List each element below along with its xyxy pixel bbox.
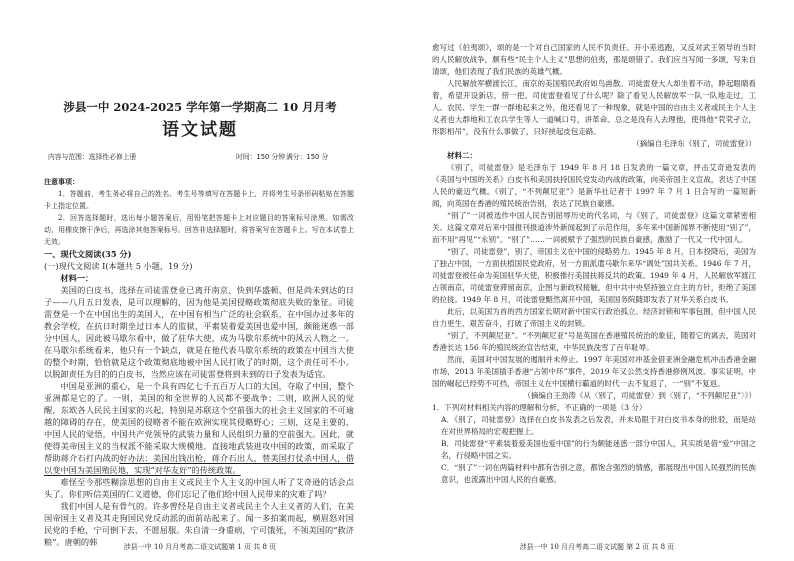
section-subtitle: (一)现代文阅读 I(本题共 5 小题，19 分): [44, 261, 193, 271]
exam-page-2: [397, 0, 794, 561]
material-1-source: （摘编自毛泽东《别了，司徒雷登》）: [632, 139, 756, 148]
exam-scope: 内容与范围：选择性必修上册: [48, 153, 137, 161]
exam-meta: [48, 152, 348, 162]
material-1-label: 材料一：: [60, 273, 94, 283]
material-2-paragraph-5: “别了，不列颠尼亚”。“不列颠尼亚”号是英国在香港殖民统治的象征，随着它的离去，英国对香港长达 156 年的殖民统治宣告结束，中华民族洗雪了百年耻辱。: [432, 331, 756, 352]
school-title: 涉县一中 2024-2025 学年第一学期高二 10 月月考: [63, 100, 337, 114]
exam-full-score: 满分：150 分: [286, 153, 329, 161]
page-2-footer: 涉县一中 10 月月考高二语文试题 第 2 页 共 8 页: [519, 543, 675, 551]
material-1-paragraph-1: 美国的白皮书，选择在司徒雷登业已离开南京、快到华盛顿、但是尚未到达的日子——八月五日发表，是可以理解的，因为他是美国侵略政策彻底失败的象征。司徒雷登是一个在中国出生的美国人，在中国有相当广泛的社会联系，在中国办过多年的教会学校，在抗日时期坐过日本人的监狱，平素装着爱美国也爱中国，颇能迷惑一部分中国人，因此被马歇尔看中，做了驻华大使，成为马歇尔系统中的风云人物之一。在马歇尔系统看来，他只有一个缺点，就是在他代表马歇尔系统的政策在中国当大使的整个时期，恰恰就是这个政策彻底地被中国人民打败了的时期，这个责任可不小。以脱卸责任为目的的白皮书，当然应该在司徒雷登将到未到的日子发表为适宜。: [44, 285, 354, 379]
material-1-paragraph-3: 难怪至今那些糊涂思想的自由主义或民主个人主义的中国人听了艾奇逊的话会点头了。你们听信美国的仁义道德，你们忘记了他们给中国人民带来的灾难了吗？: [44, 477, 354, 499]
notice-heading: 注意事项：: [44, 177, 79, 186]
material-2-source: （摘编自王劲涛《从〈别了，司徒雷登〉到〈别了，“不列颠尼亚”〉》）: [523, 391, 756, 400]
subject-title: 语文试题: [162, 120, 238, 140]
material-2-paragraph-3: “别了，司徒雷登”，别了，帝国主义在中国的侵略势力。1945 年 8 月，日本投降后，美国为了独占中国，一方面扶植国民党政府，另一方面派遣马歇尔来华“调处”国共关系。1946 年 7 月，司徒雷登被任命为美国驻华大使，积极推行美国扶蒋反共的政策。1949 年 4 月，人民解放军渡江占领南京，司徒雷登滞留南京，企图与新政权接触，但中共中央坚持独立自主的方针，拒绝了美国的拉拢。1949 年 8 月，司徒雷登黯然离开中国，美国国务院随即发表了对华关系白皮书。: [432, 247, 756, 304]
material-1-paragraph-4-start: 我们中国人是有骨气的。许多曾经是自由主义者或民主个人主义者的人们，在美国帝国主义者及其走狗国民党反动派的面前站起来了。闻一多拍案而起，横眉怒对国民党的手枪，宁可倒下去，不愿屈服。朱自清一身重病，宁可饿死，不领美国的“救济粮”。唐朝的韩: [44, 501, 354, 547]
material-1-underlined-sentence: 好办法：美国出钱出枪，蒋介石出人，替美国打仗杀中国人，借以变中国为美国殖民地，实现“对华友好”的传统政策。: [44, 453, 354, 475]
question-1-option-a: A．《别了，司徒雷登》选择在白皮书发表之后发表，并未局限于对白皮书本身的批驳，而是站在对世界格局的宏观把握上。: [441, 415, 756, 436]
section-title: 一、现代文阅读(35 分): [44, 249, 132, 259]
question-1-stem: 1．下列对材料相关内容的理解和分析，不正确的一项是（3 分）: [432, 403, 647, 412]
material-2-paragraph-6: 然而，美国对中国发展的遏制并未停止。1997 年美国对冲基金借亚洲金融危机冲击香港金融市场，2013 年美国插手香港“占领中环”事件，2019 年又公然支持香港修例风波。事实证明，中国的崛起已经势不可挡，帝国主义在中国横行霸道的时代一去不复返了，一“别”不复返。: [432, 355, 756, 388]
material-2-label: 材料二：: [447, 151, 477, 160]
notice-item-2: 2．回答选择题时，选出每小题答案后，用铅笔把答题卡上对应题目的答案标号涂黑。如需改动，用橡皮擦干净后，再选涂其他答案标号。回答非选择题时，将答案写在答题卡上。写在本试卷上无效。: [44, 214, 354, 246]
notice-item-1: 1．答题前，考生务必将自己的姓名、考生号等填写在答题卡上，并将考生号条形码粘贴在答题卡上指定位置。: [44, 190, 354, 210]
material-2-paragraph-2: “别了”一词被选作中国人民告别屈辱历史的代名词，与《别了，司徒雷登》这篇文章紧密相关。这篇文章对后来中国报刊报道涉外新闻起到了示范作用，多年来中国新闻界不断使用“别了”，而不用“再见”“永别”。“别了”……一词被赋予了强烈的民族自豪感，激励了一代又一代中国人。: [432, 211, 756, 244]
material-1-paragraph-2: [44, 380, 354, 476]
material-1-paragraph-5: 人民解放军横渡长江，南京的美国殖民政府如鸟兽散。司徒雷登大人却坐着不动，睁起眼睛看着，希望开设新店，捞一把。司徒雷登看见了什么呢？除了看见人民解放军一队一队地走过，工人、农民、学生一群一群地起来之外，他还看见了一种现象，就是中国的自由主义者或民主个人主义者也大群地和工农兵学生等人一道喊口号，讲革命。总之是没有人去理他，使得他“茕茕孑立，形影相吊”，没有什么事做了，只好挟起皮包走路。: [432, 79, 756, 136]
exam-time: 时间：150 分钟: [236, 153, 286, 161]
material-2-paragraph-1: 《别了，司徒雷登》是毛泽东于 1949 年 8 月 18 日发表的一篇文章，抨击艾奇逊发表的《美国与中国的关系》白皮书和美国扶持国民党发动内战的政策，向美帝国主义宣战，表达了中国人民的豪迈气概。《别了，“不列颠尼亚”》是新华社记者于 1997 年 7 月 1 日合写的一篇短新闻，向英国在香港的殖民统治告别，表达了民族自豪感。: [432, 163, 756, 208]
material-1-paragraph-4-end: 愈写过《伯夷颂》，颂的是一个对自己国家的人民不负责任、开小差逃跑，又反对武王领导的当时的人民解放战争，颇有些“民主个人主义”思想的伯夷，那是颂错了。我们应当写闻一多颂，写朱自清颂，他们表现了我们民族的英雄气概。: [432, 43, 756, 76]
material-2-paragraph-4: 此后，以美国为首的西方国家长期对新中国实行政治孤立、经济封锁和军事包围，但中国人民自力更生、艰苦奋斗，打破了帝国主义的封锁。: [432, 307, 756, 328]
page-2-body: [432, 42, 756, 536]
question-1-option-c: C．“别了”一词在两篇材料中都有告别之意，都饱含强烈的情感，都展现出中国人民强烈的民族意识，也流露出中国人民的自豪感。: [441, 463, 756, 484]
question-1-option-b: B．司徒雷登“平素装着爱美国也爱中国”的行为颇能迷惑一部分中国人，其实质是借“爱”中国之名，行侵略中国之实。: [441, 439, 756, 460]
page-1-footer: 涉县一中 10 月月考高二语文试题第 1 页 共 8 页: [123, 543, 277, 551]
material-1-paragraph-2-text: 中国是亚洲的重心，是一个具有四亿七千五百万人口的大国，夺取了中国，整个亚洲都是它的了。一则，美国的和全世界的人民都不要战争；二则，欧洲人民的觉醒，东欧各人民民主国家的兴起，特别是苏联这个空前强大的社会主义国家的不可逾越的障碍的存在，使美国的侵略者不能在欧洲实现其侵略野心；三则，这是主要的，中国人民的觉悟，中国共产党领导的武装力量和人民组织力量的空前强大。因此，就使得美帝国主义的当权派不能采取大规模地、直接地武装进攻中国的政策，而采取了帮助蒋介石打内战的: [44, 381, 354, 463]
